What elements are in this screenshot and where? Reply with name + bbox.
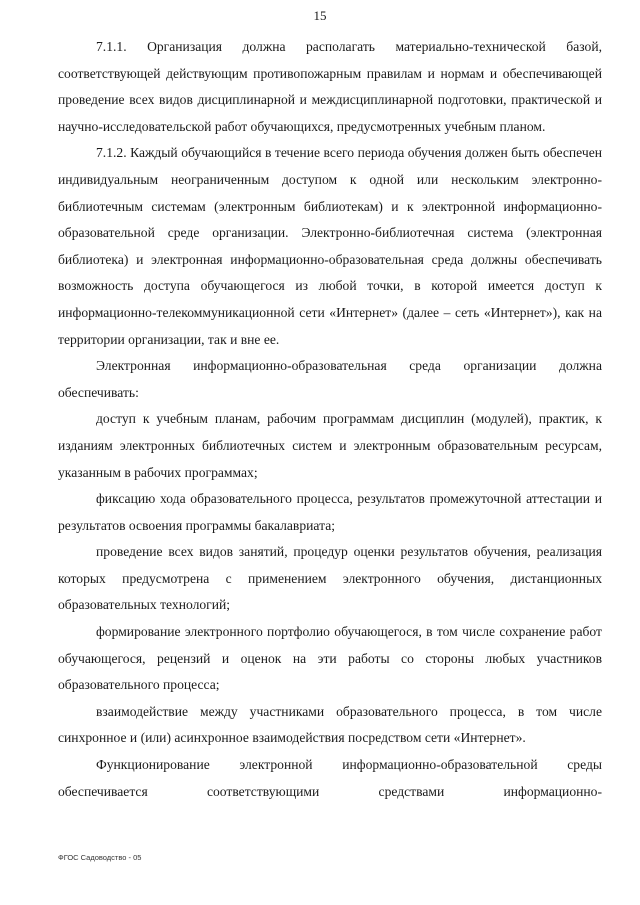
list-item-recording: фиксацию хода образовательного процесса, результатов промежуточной аттестации и результатов освоения программы бакалавриата; xyxy=(58,491,602,533)
paragraph-eios-intro: Электронная информационно-образовательная среда организации должна обеспечивать: xyxy=(58,358,602,400)
list-item-classes: проведение всех видов занятий, процедур оценки результатов обучения, реализация которых предусмотрена с применением электронного обучения, дистанционных образовательных технологий; xyxy=(58,544,602,613)
footer-label: ФГОС Садоводство - 05 xyxy=(58,853,142,862)
paragraph-7-1-2: 7.1.2. Каждый обучающийся в течение всего периода обучения должен быть обеспечен индивидуальным неограниченным доступом к одной или нескольким электронно-библиотечным системам (электронным библиотекам) и к электронной информационно-образовательной среде организации. Электронно-библиотечная система (электронная библиотека) и электронная информационно-образовательная среда должны обеспечивать возможность доступа обучающегося из любой точки, в которой имеется доступ к информационно-телекоммуникационной сети «Интернет» (далее – сеть «Интернет»), как на территории организации, так и вне ее. xyxy=(58,145,602,347)
page-number: 15 xyxy=(313,8,327,23)
paragraph-7-1-1: 7.1.1. Организация должна располагать материально-технической базой, соответствующей действующим противопожарным правилам и нормам и обеспечивающей проведение всех видов дисциплинарной и междисциплинарной подготовки, практической и научно-исследовательской работ обучающихся, предусмотренных учебным планом. xyxy=(58,39,602,134)
list-item-access: доступ к учебным планам, рабочим программам дисциплин (модулей), практик, к изданиям электронных библиотечных систем и электронным образовательным ресурсам, указанным в рабочих программах; xyxy=(58,411,602,480)
list-item-interaction: взаимодействие между участниками образовательного процесса, в том числе синхронное и (или) асинхронное взаимодействия посредством сети «Интернет». xyxy=(58,703,602,746)
list-item-portfolio: формирование электронного портфолио обучающегося, в том числе сохранение работ обучающегося, рецензий и оценок на эти работы со стороны любых участников образовательного процесса; xyxy=(58,624,602,693)
document-body xyxy=(58,34,602,805)
paragraph-functioning: Функционирование электронной информационно-образовательной среды обеспечивается соответствующими средствами информационно- xyxy=(58,757,602,799)
